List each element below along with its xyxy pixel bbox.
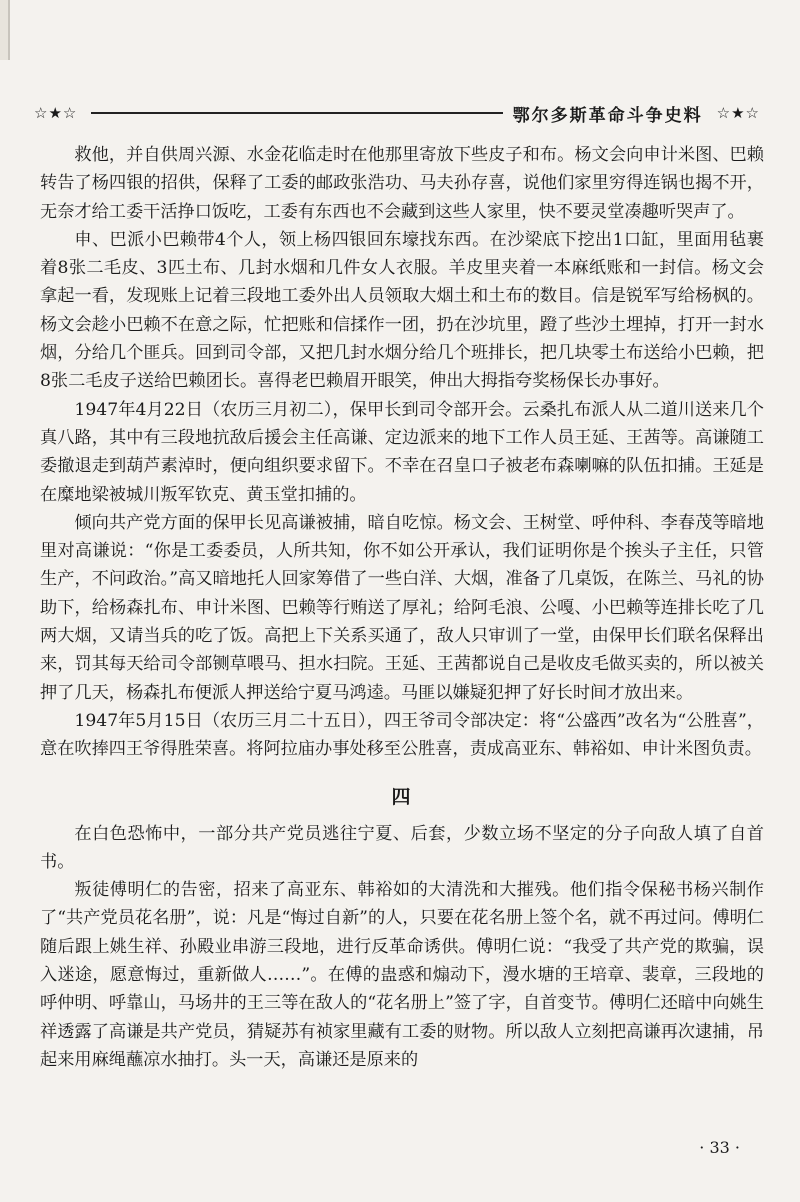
running-header <box>34 100 760 126</box>
paragraph: 申、巴派小巴赖带4个人，领上杨四银回东壕找东西。在沙梁底下挖出1口缸，里面用毡裹着8张二毛皮、3匹土布、几封水烟和几件女人衣服。羊皮里夹着一本麻纸账和一封信。杨文会拿起一看，发现账上记着三段地工委外出人员领取大烟土和土布的数目。信是锐军写给杨枫的。杨文会趁小巴赖不在意之际，忙把账和信揉作一团，扔在沙坑里，蹬了些沙土埋掉，打开一封水烟，分给几个匪兵。回到司令部，又把几封水烟分给几个班排长，把几块零土布送给小巴赖，把8张二毛皮子送给巴赖团长。喜得老巴赖眉开眼笑，伸出大拇指夸奖杨保长办事好。 <box>40 229 764 392</box>
header-stars-right: ☆★☆ <box>716 104 760 122</box>
paragraph: 救他，并自供周兴源、水金花临走时在他那里寄放下些皮子和布。杨文会向申计米图、巴赖转告了杨四银的招供，保释了工委的邮政张浩功、马夫孙存喜，说他们家里穷得连锅也揭不开，无奈才给工委干活挣口饭吃，工委有东西也不会藏到这些人家里，快不要灵堂凑趣听哭声了。 <box>40 145 764 222</box>
paragraph: 倾向共产党方面的保甲长见高谦被捕，暗自吃惊。杨文会、王树堂、呼仲科、李春茂等暗地里对高谦说：“你是工委委员，人所共知，你不如公开承认，我们证明你是个挨头子主任，只管生产，不问政治。”高又暗地托人回家筹借了一些白洋、大烟，准备了几桌饭，在陈兰、马礼的协助下，给杨森扎布、申计米图、巴赖等行贿送了厚礼；给阿毛浪、公嘎、小巴赖等连排长吃了几两大烟，又请当兵的吃了饭。高把上下关系买通了，敌人只审训了一堂，由保甲长们联名保释出来，罚其每天给司令部铡草喂马、担水扫院。王延、王茜都说自己是收皮毛做买卖的，所以被关押了几天，杨森扎布便派人押送给宁夏马鸿逵。马匪以嫌疑犯押了好长时间才放出来。 <box>40 512 764 703</box>
paragraph: 1947年5月15日（农历三月二十五日），四王爷司令部决定：将“公盛西”改名为“公胜喜”，意在吹捧四王爷得胜荣喜。将阿拉庙办事处移至公胜喜，责成高亚东、韩裕如、申计米图负责。 <box>40 710 764 760</box>
paragraph: 叛徒傅明仁的告密，招来了高亚东、韩裕如的大清洗和大摧残。他们指令保秘书杨兴制作了“共产党员花名册”，说：凡是“悔过自新”的人，只要在花名册上签个名，就不再过问。傅明仁随后跟上姚生祥、孙殿业串游三段地，进行反革命诱供。傅明仁说：“我受了共产党的欺骗，误入迷途，愿意悔过，重新做人……”。在傅的蛊惑和煽动下，漫水塘的王培章、裴章，三段地的呼仲明、呼靠山，马场井的王三等在敌人的“花名册上”签了字，自首变节。傅明仁还暗中向姚生祥透露了高谦是共产党员，猜疑苏有祯家里藏有工委的财物。所以敌人立刻把高谦再次逮捕，吊起来用麻绳蘸凉水抽打。头一天，高谦还是原来的 <box>40 880 764 1070</box>
header-rule <box>91 112 502 114</box>
body-text <box>40 141 764 1074</box>
page-edge-decoration <box>0 0 10 60</box>
header-stars-left: ☆★☆ <box>34 104 78 122</box>
page-number: · 33 · <box>699 1138 740 1157</box>
section-heading: 四 <box>391 785 413 808</box>
paragraph: 在白色恐怖中，一部分共产党员逃往宁夏、后套，少数立场不坚定的分子向敌人填了自首书。 <box>40 823 764 872</box>
paragraph: 1947年4月22日（农历三月初二），保甲长到司令部开会。云桑扎布派人从二道川送来几个真八路，其中有三段地抗敌后援会主任高谦、定边派来的地下工作人员王延、王茜等。高谦随工委撤退走到葫芦素淖时，便向组织要求留下。不幸在召皇口子被老布森喇嘛的队伍扣捕。王延是在糜地梁被城川叛军钦克、黄玉堂扣捕的。 <box>40 399 764 505</box>
series-title: 鄂尔多斯革命斗争史料 <box>512 105 703 126</box>
